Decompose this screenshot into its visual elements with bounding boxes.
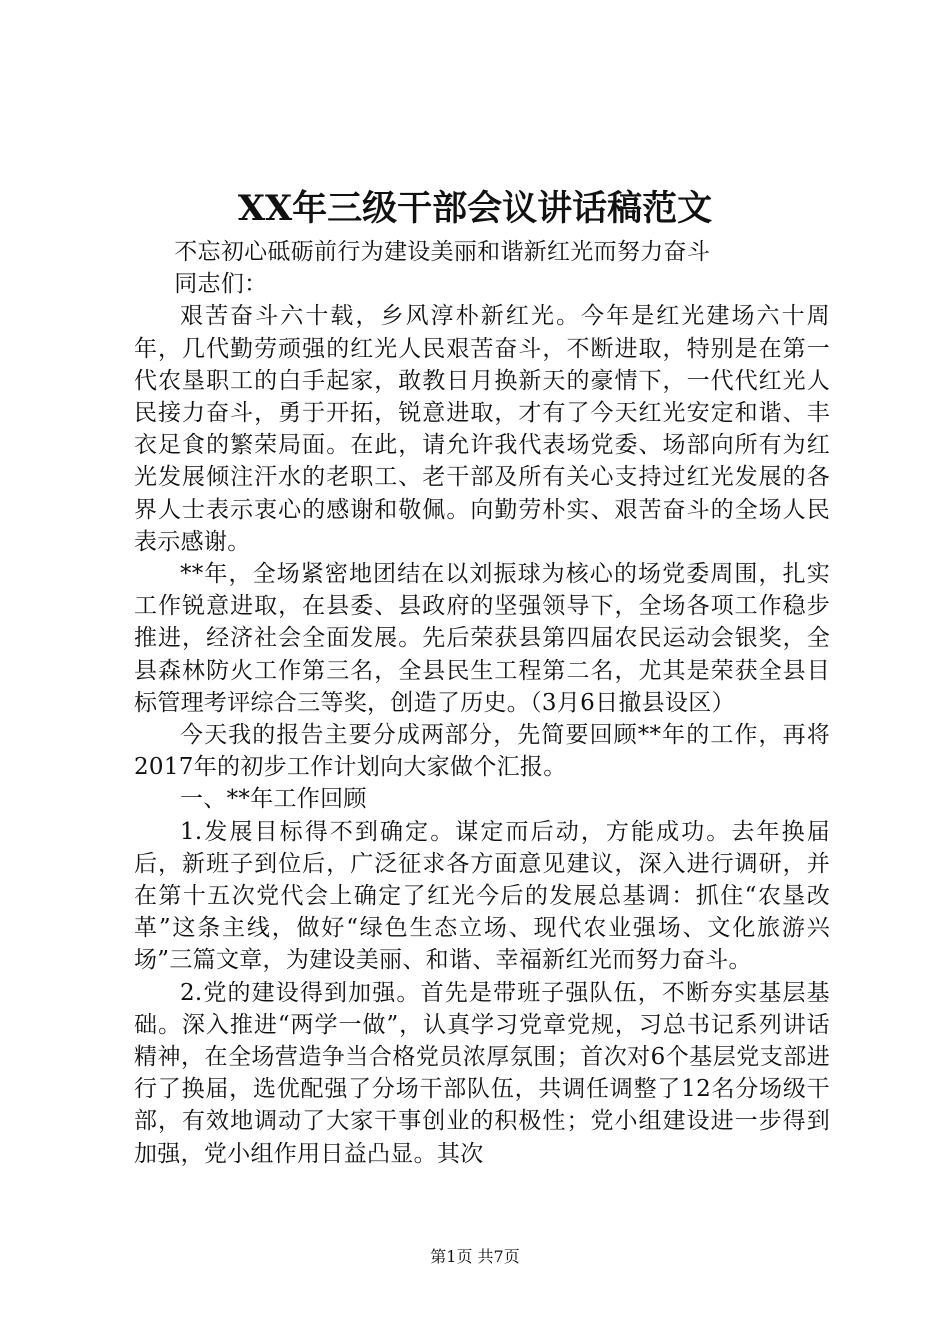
paragraph: 艰苦奋斗六十载，乡风淳朴新红光。今年是红光建场六十周年，几代勤劳顽强的红光人民艰苦奋斗，不断进取，特别是在第一代农垦职工的白手起家，敢教日月换新天的豪情下，一代代红光人民接力奋斗，勇于开拓，锐意进取，才有了今天红光安定和谐、丰衣足食的繁荣局面。在此，请允许我代表场党委、场部向所有为红光发展倾注汗水的老职工、老干部及所有关心支持过红光发展的各界人士表示衷心的感谢和敬佩。向勤劳朴实、艰苦奋斗的全场人民表示感谢。 — [134, 303, 830, 555]
page-number-footer: 第1页 共7页 — [430, 1247, 520, 1266]
document-title: XX年三级干部会议讲话稿范文 — [237, 188, 713, 229]
document-body — [134, 236, 830, 1170]
section-heading: 一、**年工作回顾 — [180, 786, 367, 813]
salutation: 同志们： — [174, 271, 268, 298]
document-subtitle: 不忘初心砥砺前行为建设美丽和谐新红光而努力奋斗 — [174, 239, 711, 265]
paragraph: **年，全场紧密地团结在以刘振球为核心的场党委周围，扎实工作锐意进取，在县委、县政府的坚强领导下，全场各项工作稳步推进，经济社会全面发展。先后荣获县第四届农民运动会银奖，全县森林防火工作第三名，全县民生工程第二名，尤其是荣获全县目标管理考评综合三等奖，创造了历史。（3月6日撤县设区） — [134, 561, 830, 716]
paragraph: 今天我的报告主要分成两部分，先简要回顾**年的工作，再将2017年的初步工作计划向大家做个汇报。 — [134, 722, 830, 781]
paragraph: 1.发展目标得不到确定。谋定而后动，方能成功。去年换届后，新班子到位后，广泛征求各方面意见建议，深入进行调研，并在第十五次党代会上确定了红光今后的发展总基调：抓住“农垦改革”这条主线，做好“绿色生态立场、现代农业强场、文化旅游兴场”三篇文章，为建设美丽、和谐、幸福新红光而努力奋斗。 — [134, 818, 830, 974]
paragraph: 2.党的建设得到加强。首先是带班子强队伍，不断夯实基层基础。深入推进“两学一做”，认真学习党章党规，习总书记系列讲话精神，在全场营造争当合格党员浓厚氛围；首次对6个基层党支部进行了换届，选优配强了分场干部队伍，共调任调整了12名分场级干部，有效地调动了大家干事创业的积极性；党小组建设进一步得到加强，党小组作用日益凸显。其次 — [134, 979, 830, 1167]
